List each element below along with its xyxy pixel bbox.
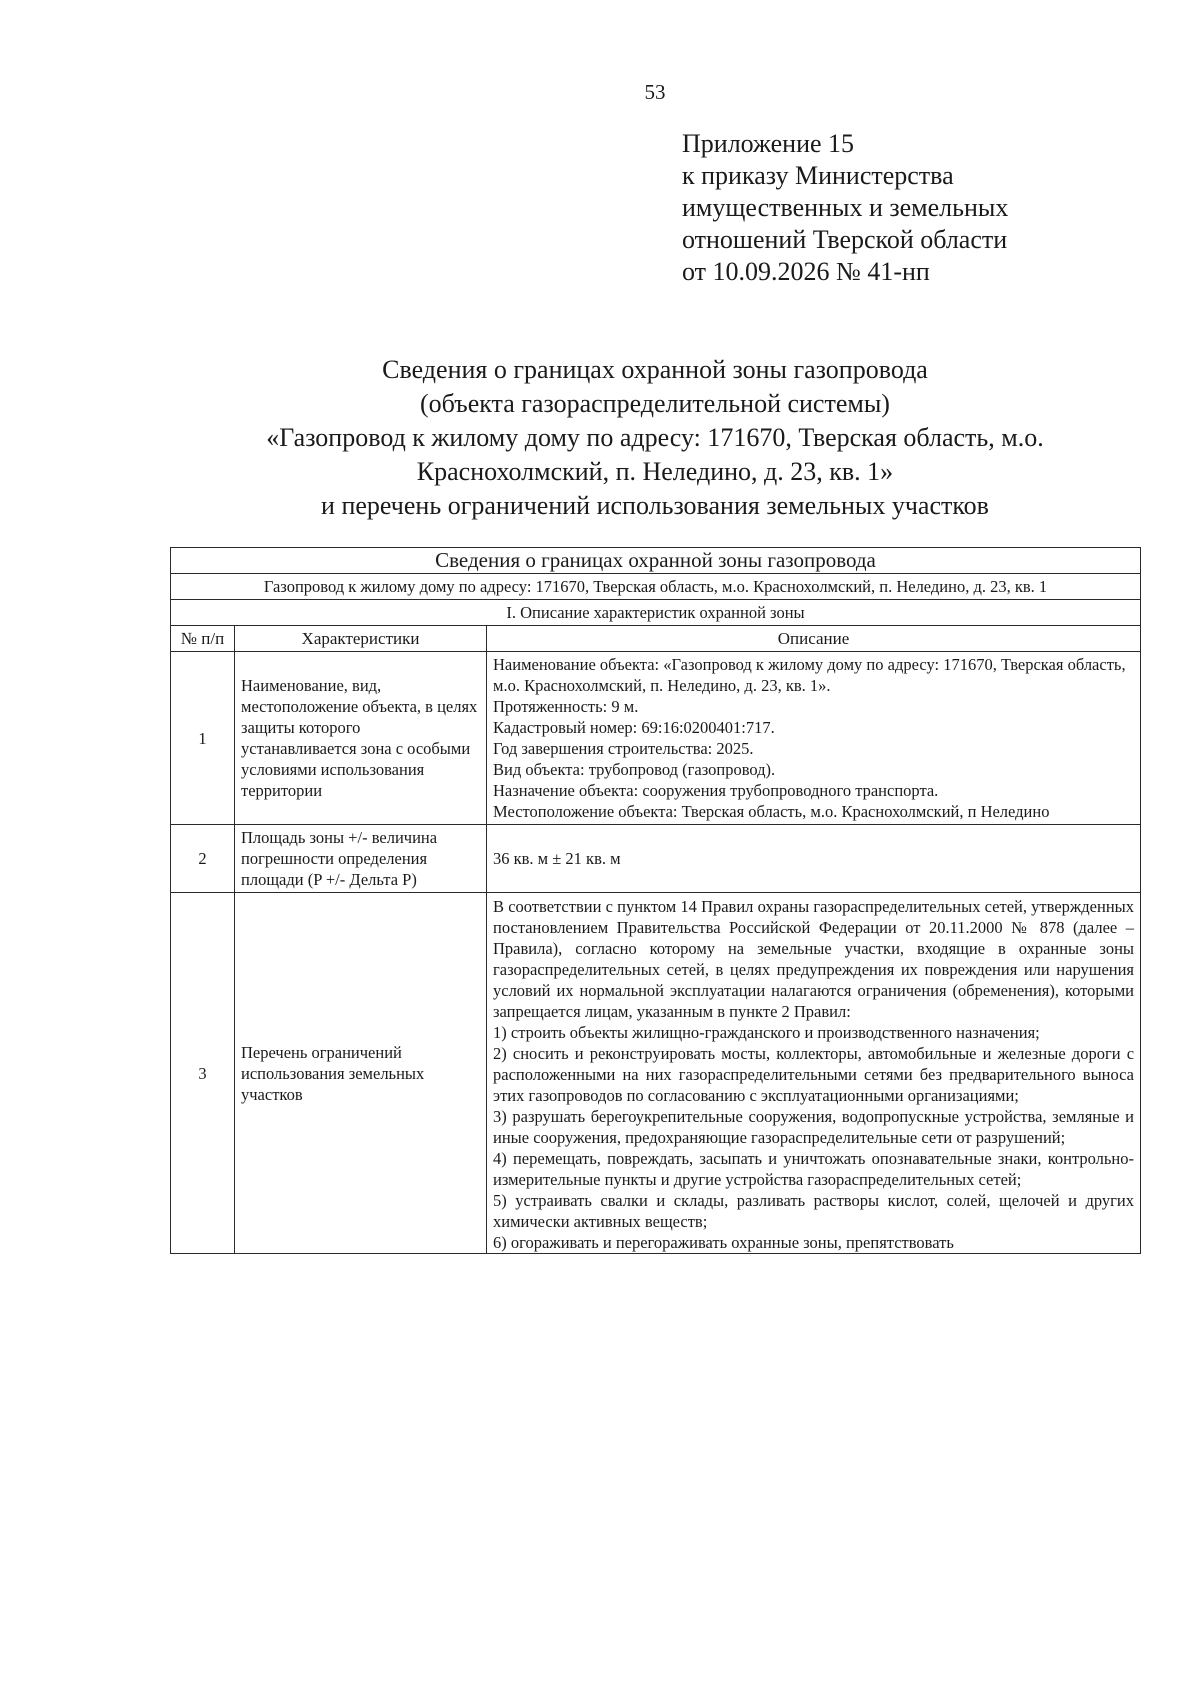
column-header-num: № п/п <box>171 626 235 652</box>
description-paragraph: 6) огораживать и перегораживать охранные зоны, препятствовать <box>493 1233 954 1252</box>
description-paragraph: Протяженность: 9 м. <box>493 697 639 716</box>
column-header-description: Описание <box>487 626 1141 652</box>
description-paragraph: 5) устраивать свалки и склады, разливать растворы кислот, солей, щелочей и других химически активных веществ; <box>493 1191 1135 1231</box>
title-line: и перечень ограничений использования земельных участков <box>321 491 989 520</box>
description-paragraph: Год завершения строительства: 2025. <box>493 739 754 758</box>
row-characteristic: Площадь зоны +/- величина погрешности определения площади (P +/- Дельта P) <box>235 825 487 893</box>
description-paragraph: Вид объекта: трубопровод (газопровод). <box>493 760 776 779</box>
column-header-row <box>171 626 1141 652</box>
row-number: 2 <box>171 825 235 893</box>
description-paragraph: Наименование объекта: «Газопровод к жилому дому по адресу: 171670, Тверская область, м.о. Краснохолмский, п. Неледино, д. 23, кв. 1». <box>493 655 1126 695</box>
title-line: (объекта газораспределительной системы) <box>420 389 890 418</box>
row-description <box>487 893 1141 1254</box>
table-subheader-row <box>171 574 1141 600</box>
row-characteristic: Перечень ограничений использования земельных участков <box>235 893 487 1254</box>
page-number: 53 <box>644 80 666 104</box>
row-number: 1 <box>171 652 235 825</box>
appendix-line: от 10.09.2026 № 41-нп <box>682 257 930 286</box>
row-characteristic: Наименование, вид, местоположение объекта, в целях защиты которого устанавливается зона с особыми условиями использования территории <box>235 652 487 825</box>
document-title <box>170 353 1140 523</box>
description-paragraph: 1) строить объекты жилищно-гражданского и производственного назначения; <box>493 1023 1040 1042</box>
appendix-block <box>682 128 1008 288</box>
row-description <box>487 825 1141 893</box>
table-header: Сведения о границах охранной зоны газопровода <box>171 548 1141 574</box>
appendix-line: к приказу Министерства <box>682 161 954 190</box>
table-row <box>171 652 1141 825</box>
appendix-line: Приложение 15 <box>682 129 855 158</box>
description-paragraph: 3) разрушать берегоукрепительные сооружения, водопропускные устройства, земляные и иные сооружения, предохраняющие газораспределительные сети от разрушений; <box>493 1107 1135 1147</box>
description-paragraph: Кадастровый номер: 69:16:0200401:717. <box>493 718 775 737</box>
table-header-row <box>171 548 1141 574</box>
row-number: 3 <box>171 893 235 1254</box>
section-header-row <box>171 600 1141 626</box>
description-paragraph: Назначение объекта: сооружения трубопроводного транспорта. <box>493 781 939 800</box>
description-paragraph: В соответствии с пунктом 14 Правил охраны газораспределительных сетей, утвержденных постановлением Правительства Российской Федерации от 20.11.2000 № 878 (далее – Правила), согласно которому на земельные участки, входящие в охранные зоны газораспределительных сетей, в целях предупреждения их повреждения или нарушения условий их нормальной эксплуатации налагаются ограничения (обременения), которыми запрещается лицам, указанным в пункте 2 Правил: <box>493 897 1135 1021</box>
appendix-line: имущественных и земельных <box>682 193 1009 222</box>
protection-zone-table <box>170 547 1141 1254</box>
table-row <box>171 825 1141 893</box>
description-paragraph: 36 кв. м ± 21 кв. м <box>493 849 621 868</box>
title-line: «Газопровод к жилому дому по адресу: 171670, Тверская область, м.о. <box>266 423 1044 452</box>
appendix-line: отношений Тверской области <box>682 225 1008 254</box>
description-paragraph: 4) перемещать, повреждать, засыпать и уничтожать опознавательные знаки, контрольно-измерительные пункты и другие устройства газораспределительных сетей; <box>493 1149 1135 1189</box>
table-subheader: Газопровод к жилому дому по адресу: 171670, Тверская область, м.о. Краснохолмский, п. Неледино, д. 23, кв. 1 <box>171 574 1141 600</box>
table-row <box>171 893 1141 1254</box>
column-header-characteristic: Характеристики <box>235 626 487 652</box>
description-paragraph: Местоположение объекта: Тверская область, м.о. Краснохолмский, п Неледино <box>493 802 1050 821</box>
title-line: Сведения о границах охранной зоны газопровода <box>382 355 928 384</box>
description-paragraph: 2) сносить и реконструировать мосты, коллекторы, автомобильные и железные дороги с расположенными на них газораспределительными сетями без предварительного выноса этих газопроводов по согласованию с эксплуатационными организациями; <box>493 1044 1135 1105</box>
row-description <box>487 652 1141 825</box>
section-header: I. Описание характеристик охранной зоны <box>171 600 1141 626</box>
title-line: Краснохолмский, п. Неледино, д. 23, кв. 1» <box>416 457 894 486</box>
